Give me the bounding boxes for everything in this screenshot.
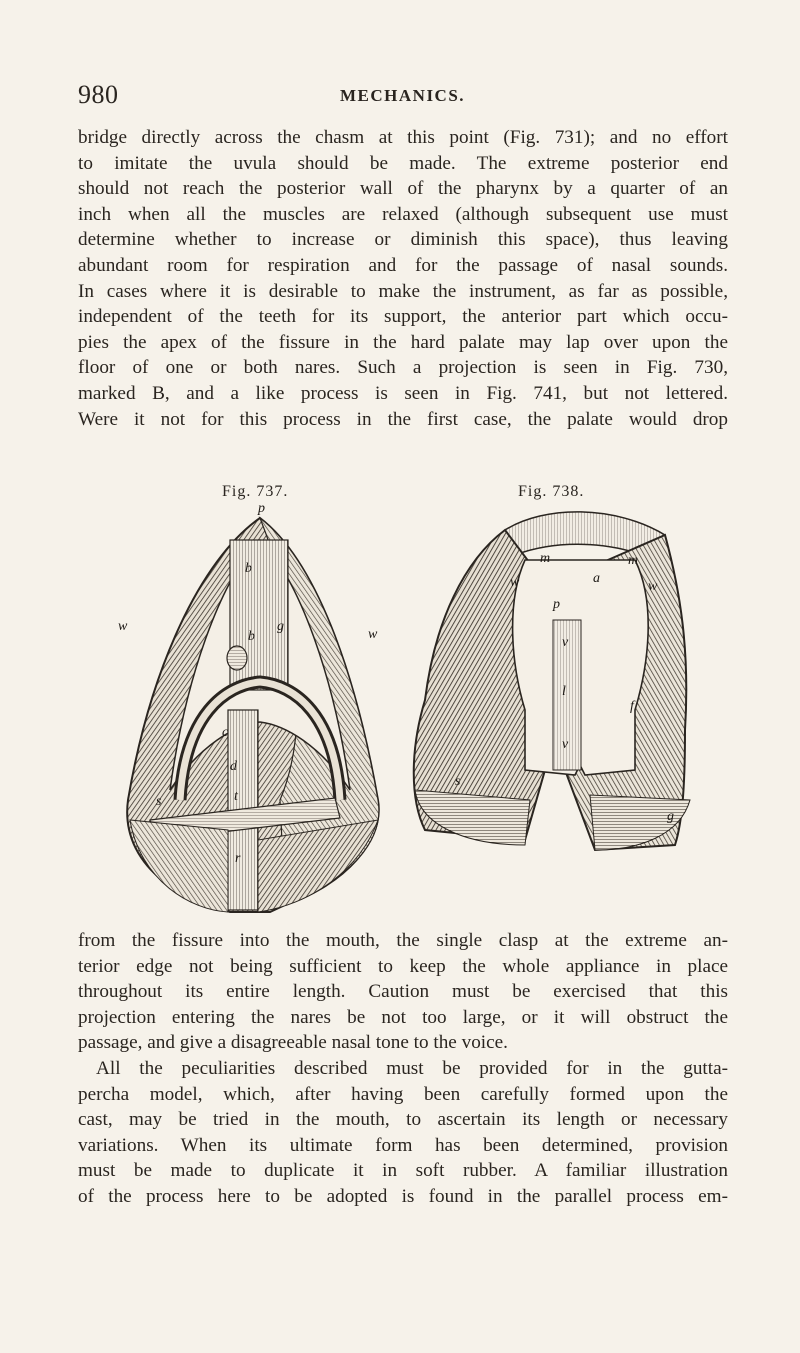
fig738-label-s: s <box>455 774 461 789</box>
page-header <box>78 80 728 110</box>
text-line: inch when all the muscles are relaxed (although subsequent use must <box>78 203 728 225</box>
text-line: projection entering the nares be not too large, or it will obstruct the <box>78 1006 728 1028</box>
text-line: of the process here to be adopted is found in the parallel process em- <box>78 1185 728 1207</box>
fig737-label-w-right: w <box>368 627 378 642</box>
text-line: bridge directly across the chasm at this point (Fig. 731); and no effort <box>78 127 728 148</box>
fig737-label-d: d <box>230 759 237 774</box>
text-line: marked B, and a like process is seen in Fig. 741, but not lettered. <box>78 382 728 404</box>
fig738-label-m-right: m <box>628 553 639 568</box>
text-line: terior edge not being sufficient to keep the whole appliance in place <box>78 955 728 977</box>
text-line: to imitate the uvula should be made. The extreme posterior end <box>78 152 728 174</box>
fig737-label-c: c <box>222 725 229 740</box>
running-head: MECHANICS. <box>340 86 466 105</box>
fig737-label-p: p <box>258 501 265 516</box>
text-line: should not reach the posterior wall of the pharynx by a quarter of an <box>78 178 728 200</box>
fig738-label-v-upper: v <box>562 635 569 650</box>
fig737-label-w-left: w <box>118 619 128 634</box>
fig737-label-r: r <box>235 851 241 866</box>
text-line: from the fissure into the mouth, the single clasp at the extreme an- <box>78 930 728 951</box>
fig737-label-s: s <box>156 794 162 809</box>
page-number: 980 <box>78 80 119 109</box>
fig738-label-a: a <box>593 571 600 586</box>
body-text-top <box>78 125 728 432</box>
text-line: passage, and give a disagreeable nasal tone to the voice. <box>78 1032 508 1054</box>
figure-737-caption: Fig. 737. <box>222 483 289 500</box>
fig738-label-v-lower: v <box>562 737 569 752</box>
fig737-label-b-mid: b <box>248 629 255 644</box>
text-line: determine whether to increase or diminish this space), thus leaving <box>78 229 728 251</box>
text-line: All the peculiarities described must be provided for in the gutta- <box>96 1057 728 1079</box>
text-line: pies the apex of the fissure in the hard palate may lap over upon the <box>78 331 728 353</box>
text-line: must be made to duplicate it in soft rubber. A familiar illustration <box>78 1160 728 1182</box>
text-line: throughout its entire length. Caution must be exercised that this <box>78 981 728 1003</box>
fig738-label-g: g <box>667 809 674 824</box>
figure-738-illustration <box>395 500 695 870</box>
text-line: percha model, which, after having been carefully formed upon the <box>78 1083 728 1105</box>
text-line: floor of one or both nares. Such a projection is seen in Fig. 730, <box>78 357 728 379</box>
figure-737-illustration <box>110 500 390 920</box>
fig737-label-g: g <box>277 619 284 634</box>
fig738-label-m-left: m <box>540 551 551 566</box>
fig737-label-b-upper: b <box>245 561 252 576</box>
text-line: Were it not for this process in the first case, the palate would drop <box>78 408 728 430</box>
text-line: cast, may be tried in the mouth, to ascertain its length or necessary <box>78 1109 728 1131</box>
fig738-label-l: l <box>562 684 566 699</box>
fig738-label-w-left: w <box>510 575 520 590</box>
fig737-pivot <box>227 646 247 670</box>
fig738-left-base <box>415 790 530 845</box>
fig737-label-t: t <box>234 789 238 804</box>
text-line: variations. When its ultimate form has been determined, provision <box>78 1134 728 1156</box>
fig738-label-w-right: w <box>648 579 658 594</box>
fig737-left-lobe <box>130 820 228 912</box>
body-text-bottom <box>78 928 728 1210</box>
figure-738-caption: Fig. 738. <box>518 483 585 500</box>
text-line: independent of the teeth for its support, the anterior part which occu- <box>78 306 728 328</box>
fig738-label-f: f <box>630 699 634 714</box>
fig738-label-p: p <box>553 597 560 612</box>
text-line: abundant room for respiration and for the passage of nasal sounds. <box>78 254 728 276</box>
text-line: In cases where it is desirable to make the instrument, as far as possible, <box>78 280 728 302</box>
